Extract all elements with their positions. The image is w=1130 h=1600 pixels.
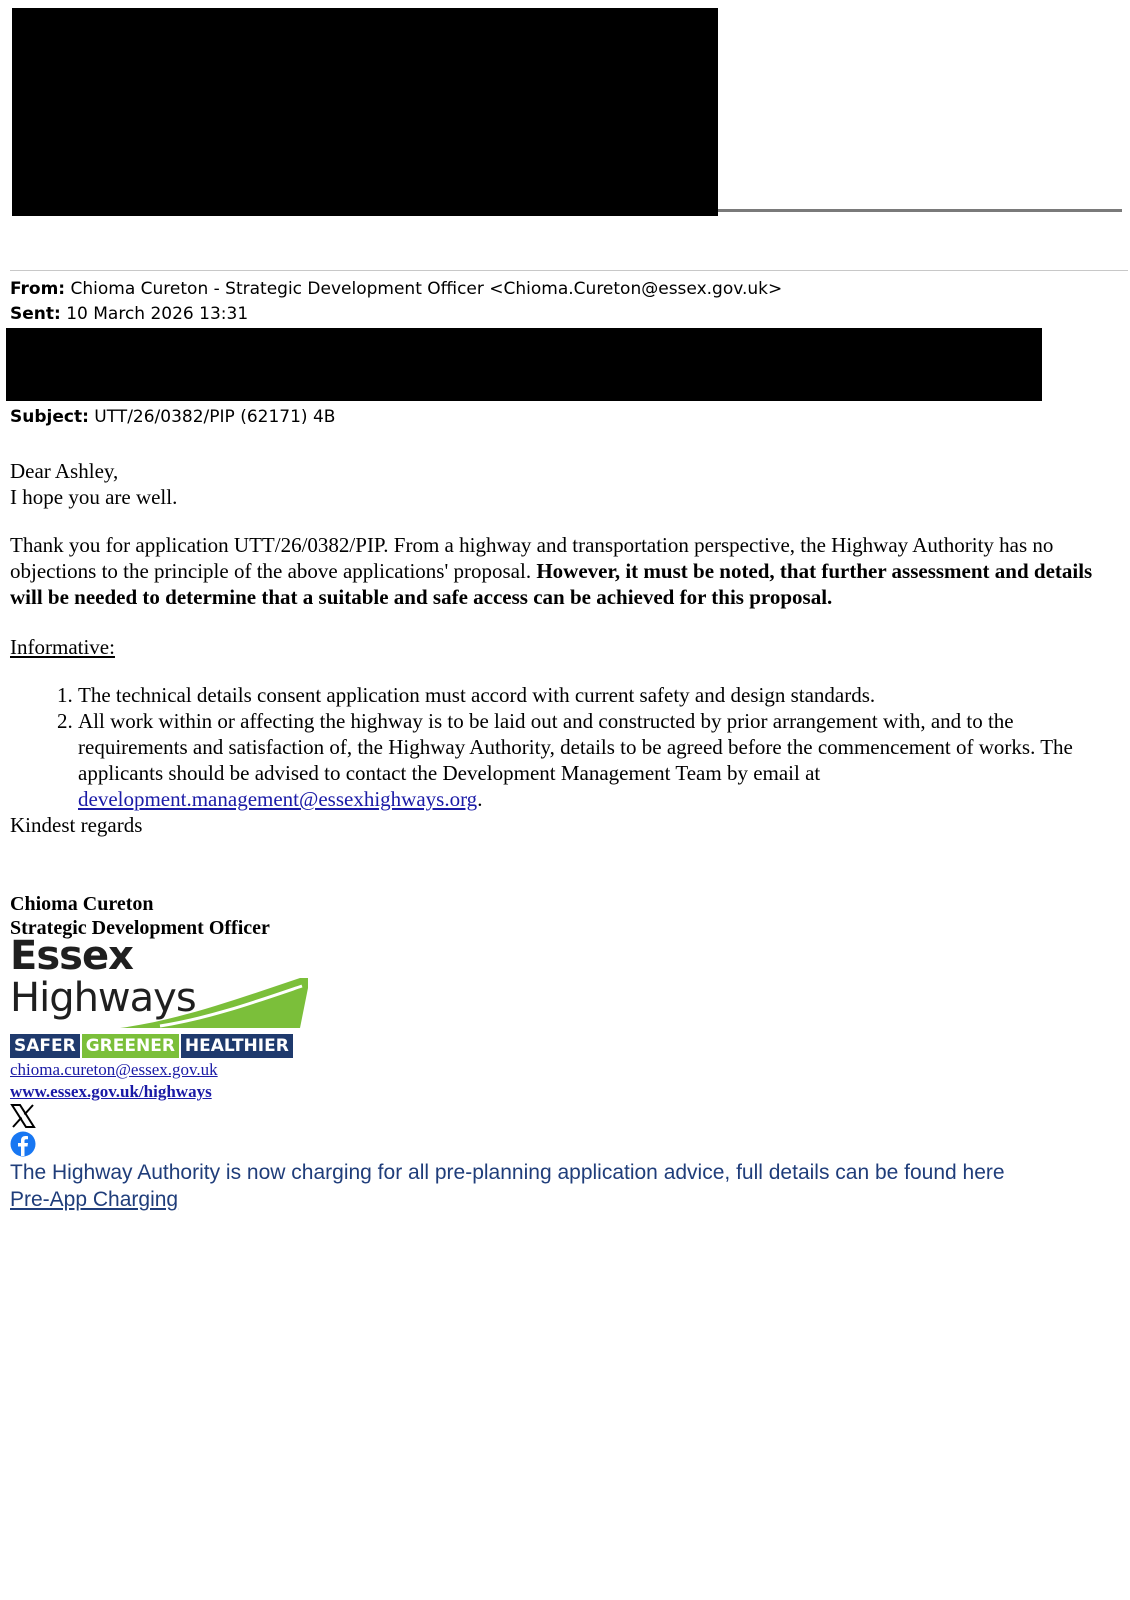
subject-line [10, 405, 335, 430]
subject-label: Subject: [10, 407, 89, 427]
from-value: Chioma Cureton - Strategic Development Officer <Chioma.Cureton@essex.gov.uk> [70, 279, 783, 299]
pre-app-notice: The Highway Authority is now charging for all pre-planning application advice, full details can be found here [10, 1161, 1005, 1184]
facebook-icon[interactable] [10, 1131, 36, 1157]
subject-value: UTT/26/0382/PIP (62171) 4B [94, 407, 336, 427]
list-item [78, 708, 1120, 812]
list-item [78, 682, 1120, 708]
informative-heading-text: Informative: [10, 635, 115, 659]
signature-email-link[interactable]: chioma.cureton@essex.gov.uk [10, 1060, 218, 1079]
tagline-safer: SAFER [10, 1034, 80, 1058]
list-item-end: . [477, 787, 483, 811]
informative-heading [10, 634, 1120, 660]
signature-name: Chioma Cureton [10, 893, 154, 915]
paragraph-bold: However, it must be noted, that further assessment and details will be needed to determine that a suitable and safe access can be achieved for this proposal. [10, 559, 1093, 609]
sent-label: Sent: [10, 304, 61, 324]
essex-highways-logo [10, 933, 308, 1062]
list-item-text: All work within or affecting the highway is to be laid out and constructed by prior arrangement with, and to the requirements and satisfaction of, the Highway Authority, details to be agreed before the commencement of works. The applicants should be advised to contact the Development Management Team by email at [78, 709, 1073, 785]
signature-website-link[interactable]: www.essex.gov.uk/highways [10, 1082, 212, 1101]
from-label: From: [10, 279, 66, 299]
logo-word-essex: Essex [10, 933, 133, 979]
logo-tagline [10, 1034, 293, 1058]
sent-line [10, 302, 248, 327]
dm-email-link[interactable]: development.management@essexhighways.org [78, 787, 478, 811]
redacted-block-top [12, 8, 718, 216]
sent-value: 10 March 2026 13:31 [66, 304, 249, 324]
pre-app-charging-link[interactable]: Pre-App Charging [10, 1188, 179, 1211]
header-separator [10, 270, 1128, 271]
tagline-greener: GREENER [82, 1034, 179, 1058]
tagline-healthier: HEALTHIER [181, 1034, 293, 1058]
main-paragraph [10, 532, 1120, 610]
paragraph-normal: Thank you for application UTT/26/0382/PIP. From a highway and transportation perspective, the Highway Authority has no objections to the principle of the above applications' proposal. [10, 533, 1054, 583]
list-item-text: The technical details consent application must accord with current safety and design standards. [78, 683, 876, 707]
opening-line: I hope you are well. [10, 485, 178, 509]
redacted-recipients [6, 328, 1042, 401]
divider-line [718, 209, 1122, 212]
from-line [10, 277, 782, 302]
closing: Kindest regards [10, 813, 143, 837]
signature-title: Strategic Development Officer [10, 917, 270, 939]
x-icon[interactable] [10, 1103, 36, 1129]
informative-list [10, 682, 1120, 812]
greeting: Dear Ashley, [10, 459, 119, 483]
logo-word-highways: Highways [10, 975, 196, 1021]
